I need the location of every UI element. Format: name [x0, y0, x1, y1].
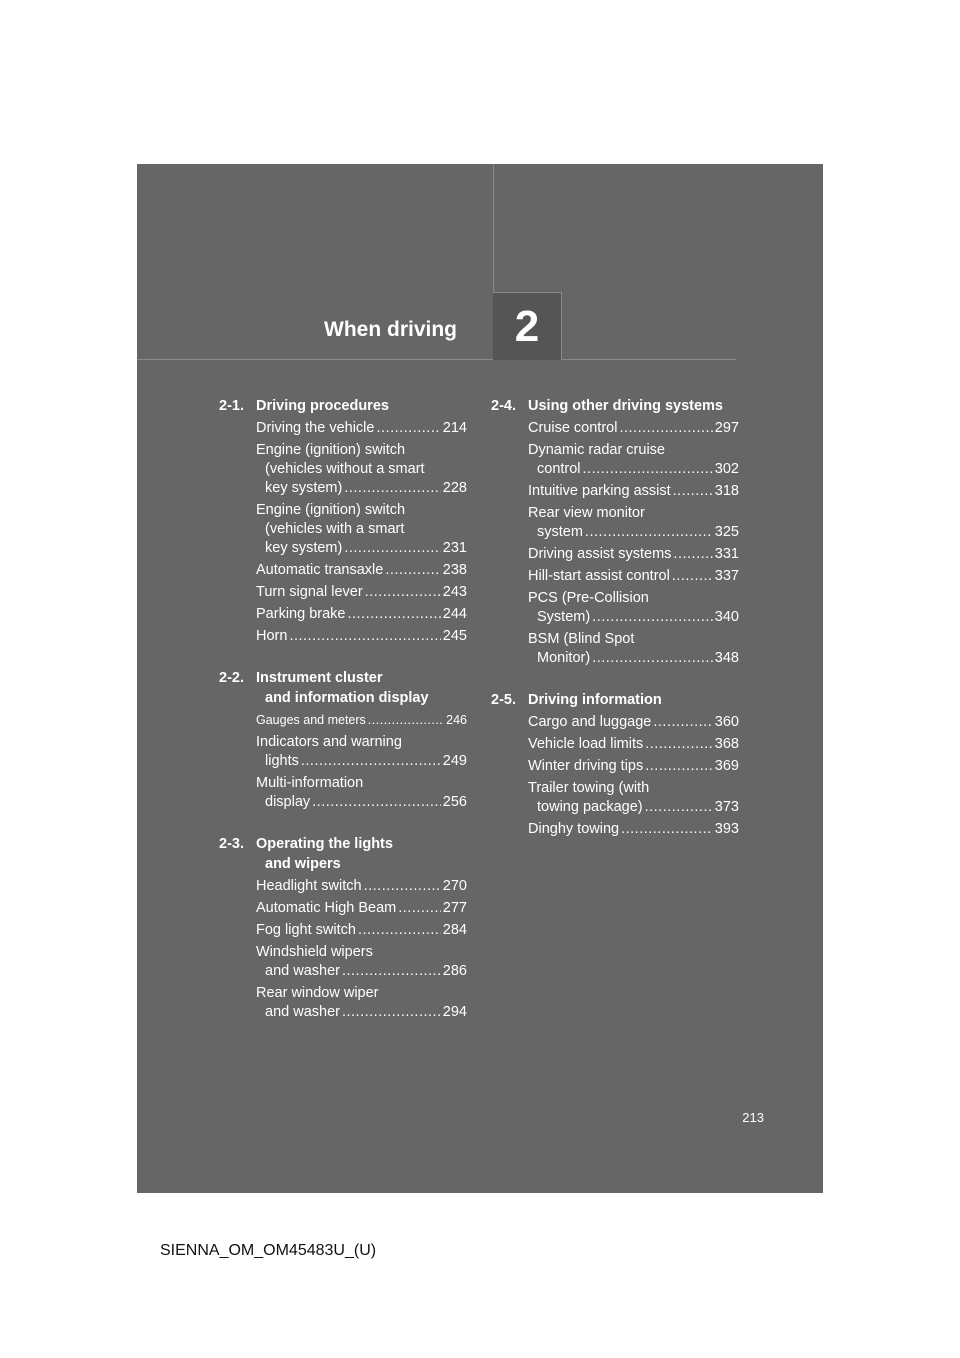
toc-entry-text: Trailer towing (with	[528, 780, 650, 796]
toc-page-number: 243	[442, 584, 467, 600]
toc-entry-last-line	[528, 820, 739, 839]
toc-entry[interactable]	[528, 735, 739, 754]
section-title	[256, 396, 467, 416]
toc-entry-text: and washer	[265, 1004, 340, 1020]
toc-entry-text: Intuitive parking assist	[528, 483, 671, 499]
toc-entry-text: Engine (ignition) switch	[256, 502, 406, 518]
toc-entry-text: Hill-start assist control	[528, 568, 670, 584]
toc-entry-text: Automatic transaxle	[256, 562, 384, 578]
toc-entries	[491, 419, 739, 668]
toc-entry-last-line	[256, 962, 467, 981]
dot-leader	[301, 752, 441, 771]
toc-entry-last-line	[256, 752, 467, 771]
toc-page-number: 214	[442, 420, 467, 436]
toc-entries	[219, 877, 467, 1022]
toc-entry-last-line	[256, 605, 467, 624]
toc-entry-last-line	[256, 479, 467, 498]
toc-entry-text: Monitor)	[537, 650, 591, 666]
toc-entry[interactable]	[256, 899, 467, 918]
section-number: 2-3.	[219, 836, 244, 852]
section-heading	[219, 396, 467, 416]
dot-leader	[344, 539, 440, 558]
toc-entry-text: Driving the vehicle	[256, 420, 375, 436]
toc-page-number: 393	[714, 821, 739, 837]
toc-entry-text: Parking brake	[256, 606, 346, 622]
section-title-line: Driving information	[528, 692, 662, 708]
toc-entry-text: towing package)	[537, 799, 643, 815]
toc-entry-text: Dynamic radar cruise	[528, 442, 665, 458]
toc-page-number: 277	[442, 900, 467, 916]
toc-entry-last-line	[528, 713, 739, 732]
toc-entry[interactable]	[256, 561, 467, 580]
section-heading	[491, 396, 739, 416]
dot-leader	[342, 962, 441, 981]
section-title	[528, 690, 739, 710]
toc-entry-last-line	[256, 877, 467, 896]
toc-entry-last-line	[256, 899, 467, 918]
toc-page-number: 286	[442, 963, 467, 979]
section-number: 2-1.	[219, 398, 244, 414]
toc-entry-text: control	[537, 461, 581, 477]
chapter-title: When driving	[324, 318, 457, 341]
dot-leader	[368, 711, 444, 730]
toc-entry-text: Dinghy towing	[528, 821, 620, 837]
toc-entry-text: Turn signal lever	[256, 584, 363, 600]
toc-entry-last-line	[256, 583, 467, 602]
dot-leader	[645, 757, 713, 776]
toc-entry[interactable]	[256, 627, 467, 646]
toc-entry-text: Indicators and warning	[256, 734, 402, 750]
toc-page-number: 297	[714, 420, 739, 436]
toc-entry[interactable]	[528, 589, 739, 627]
page-number: 213	[742, 1110, 764, 1125]
section-title-line: and wipers	[265, 856, 341, 872]
toc-entry[interactable]	[256, 419, 467, 438]
toc-entry[interactable]	[256, 605, 467, 624]
section-title-line: Driving procedures	[256, 398, 389, 414]
dot-leader	[365, 583, 441, 602]
header-rule	[137, 359, 736, 360]
toc-entry[interactable]	[528, 504, 739, 542]
toc-entry[interactable]	[256, 921, 467, 940]
toc-entry[interactable]	[256, 943, 467, 981]
chapter-number-badge	[493, 292, 562, 360]
dot-leader	[592, 608, 713, 627]
toc-page-number: 348	[714, 650, 739, 666]
toc-entry-last-line	[256, 561, 467, 580]
dot-leader	[645, 735, 713, 754]
toc-entry[interactable]	[528, 713, 739, 732]
toc-entry-last-line	[528, 608, 739, 627]
dot-leader	[376, 419, 440, 438]
dot-leader	[398, 899, 441, 918]
toc-page-number: 246	[446, 713, 467, 727]
dot-leader	[583, 460, 713, 479]
dot-leader	[619, 419, 712, 438]
toc-entry-last-line	[256, 539, 467, 558]
dot-leader	[585, 523, 713, 542]
toc-entry[interactable]	[528, 482, 739, 501]
toc-entry-text: Cruise control	[528, 420, 618, 436]
toc-page-number: 284	[442, 922, 467, 938]
toc-entry-last-line	[528, 545, 739, 564]
toc-entry-last-line	[256, 793, 467, 812]
toc-entry[interactable]	[256, 774, 467, 812]
toc-section	[491, 690, 739, 839]
toc-entries	[219, 419, 467, 646]
toc-entry-text: Driving assist systems	[528, 546, 672, 562]
dot-leader	[312, 793, 441, 812]
toc-entry-text: Rear window wiper	[256, 985, 379, 1001]
toc-entry-last-line	[256, 419, 467, 438]
dot-leader	[592, 649, 713, 668]
section-number: 2-5.	[491, 692, 516, 708]
toc-entry-text: Vehicle load limits	[528, 736, 644, 752]
toc-entry[interactable]	[256, 984, 467, 1022]
toc-entry[interactable]	[256, 733, 467, 771]
toc-page-number: 331	[714, 546, 739, 562]
toc-entry[interactable]	[528, 779, 739, 817]
section-title	[528, 396, 739, 416]
section-number: 2-2.	[219, 670, 244, 686]
toc-page-number: 231	[442, 540, 467, 556]
toc-entry-last-line	[528, 757, 739, 776]
toc-page-number: 256	[442, 794, 467, 810]
toc-entry-last-line	[528, 567, 739, 586]
toc-page-number: 302	[714, 461, 739, 477]
toc-page-number: 360	[714, 714, 739, 730]
toc-entry-last-line	[256, 921, 467, 940]
document-footer: SIENNA_OM_OM45483U_(U)	[160, 1242, 377, 1259]
toc-entry[interactable]	[528, 545, 739, 564]
dot-leader	[342, 1003, 441, 1022]
toc-entry-text: System)	[537, 609, 591, 625]
dot-leader	[653, 713, 712, 732]
toc-entry-last-line	[528, 482, 739, 501]
dot-leader	[385, 561, 440, 580]
toc-entry-text: Windshield wipers	[256, 944, 373, 960]
toc-page-number: 245	[442, 628, 467, 644]
section-title	[256, 834, 467, 874]
toc-page-number: 373	[714, 799, 739, 815]
toc-entry-text: key system)	[265, 480, 343, 496]
toc-entry[interactable]	[528, 630, 739, 668]
toc-entry[interactable]	[528, 419, 739, 438]
toc-entry[interactable]	[528, 441, 739, 479]
toc-entry-last-line	[256, 1003, 467, 1022]
toc-entry[interactable]	[256, 583, 467, 602]
toc-entry-last-line	[528, 649, 739, 668]
toc-entry[interactable]	[256, 711, 467, 730]
toc-entry-text: system	[537, 524, 583, 540]
toc-column-right	[491, 396, 739, 861]
toc-entry-last-line	[528, 798, 739, 817]
toc-entry-text: BSM (Blind Spot	[528, 631, 635, 647]
dot-leader	[364, 877, 441, 896]
toc-entry[interactable]	[256, 501, 467, 558]
dot-leader	[645, 798, 713, 817]
toc-entry-text: PCS (Pre-Collision	[528, 590, 649, 606]
toc-entry-text: Horn	[256, 628, 288, 644]
toc-column-left	[219, 396, 467, 1044]
toc-entry-text: (vehicles with a smart	[265, 521, 405, 537]
toc-entry-last-line	[256, 711, 467, 730]
toc-entry-text: Automatic High Beam	[256, 900, 397, 916]
toc-entry-last-line	[528, 419, 739, 438]
dot-leader	[347, 605, 440, 624]
toc-entries	[219, 711, 467, 812]
toc-page-number: 244	[442, 606, 467, 622]
chapter-number: 2	[514, 301, 540, 351]
section-title-line: and information display	[265, 690, 429, 706]
toc-entry[interactable]	[528, 757, 739, 776]
toc-section	[491, 396, 739, 668]
toc-entry[interactable]	[528, 820, 739, 839]
toc-entry-last-line	[528, 523, 739, 542]
dot-leader	[358, 921, 441, 940]
dot-leader	[621, 820, 713, 839]
toc-entry-text: Engine (ignition) switch	[256, 442, 406, 458]
toc-page-number: 270	[442, 878, 467, 894]
section-title	[256, 668, 467, 708]
toc-entry-text: Fog light switch	[256, 922, 356, 938]
toc-entry-text: Headlight switch	[256, 878, 362, 894]
toc-entry-last-line	[528, 735, 739, 754]
toc-entry-text: Winter driving tips	[528, 758, 644, 774]
toc-entry-text: Multi-information	[256, 775, 364, 791]
toc-page-number: 249	[442, 753, 467, 769]
toc-entry-text: Rear view monitor	[528, 505, 645, 521]
toc-page-number: 368	[714, 736, 739, 752]
toc-section	[219, 396, 467, 646]
section-heading	[491, 690, 739, 710]
section-number: 2-4.	[491, 398, 516, 414]
toc-page-number: 369	[714, 758, 739, 774]
toc-entry-last-line	[256, 627, 467, 646]
toc-entry-text: lights	[265, 753, 299, 769]
section-title-line: Using other driving systems	[528, 398, 723, 414]
toc-section	[219, 668, 467, 812]
section-heading	[219, 834, 467, 874]
toc-page-number: 337	[714, 568, 739, 584]
toc-page-number: 325	[714, 524, 739, 540]
toc-entry-text: and washer	[265, 963, 340, 979]
toc-section	[219, 834, 467, 1022]
toc-entry[interactable]	[528, 567, 739, 586]
toc-entries	[491, 713, 739, 839]
toc-page-number: 318	[714, 483, 739, 499]
toc-entry-text: display	[265, 794, 311, 810]
toc-entry-last-line	[528, 460, 739, 479]
toc-page-number: 228	[442, 480, 467, 496]
dot-leader	[344, 479, 440, 498]
toc-page-number: 340	[714, 609, 739, 625]
page-panel	[137, 164, 823, 1193]
section-title-line: Operating the lights	[256, 836, 393, 852]
toc-page-number: 238	[442, 562, 467, 578]
section-heading	[219, 668, 467, 708]
section-title-line: Instrument cluster	[256, 670, 383, 686]
dot-leader	[289, 627, 440, 646]
toc-entry-text: Gauges and meters	[256, 713, 366, 727]
toc-page-number: 294	[442, 1004, 467, 1020]
toc-entry[interactable]	[256, 441, 467, 498]
toc-entry-text: key system)	[265, 540, 343, 556]
toc-entry-text: Cargo and luggage	[528, 714, 652, 730]
dot-leader	[673, 482, 713, 501]
toc-entry[interactable]	[256, 877, 467, 896]
dot-leader	[673, 545, 712, 564]
toc-entry-text: (vehicles without a smart	[265, 461, 425, 477]
dot-leader	[672, 567, 713, 586]
